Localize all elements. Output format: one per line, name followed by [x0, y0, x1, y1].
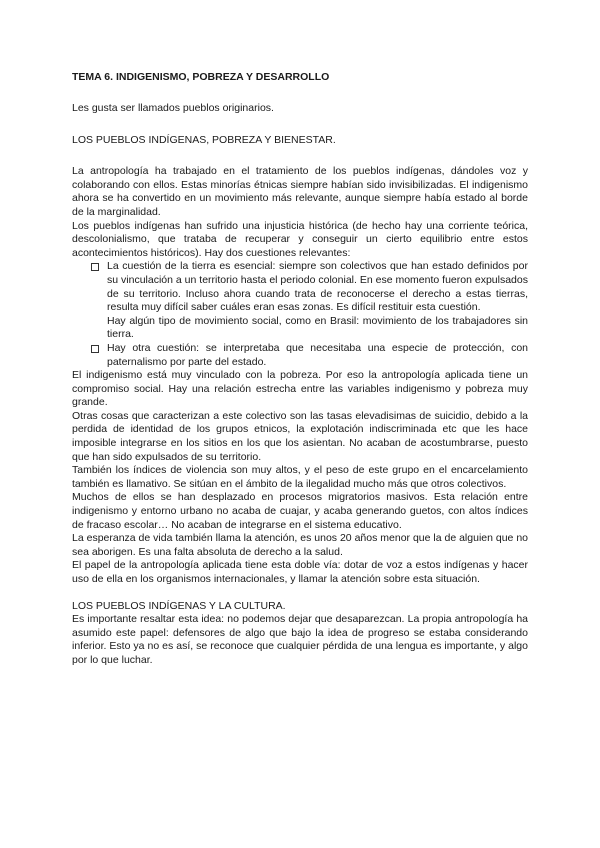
- paragraph: La esperanza de vida también llama la atención, es unos 20 años menor que la de alguien que no sea aborigen. Es una falta absoluta de derecho a la salud.: [72, 532, 528, 558]
- document-page: [72, 70, 528, 668]
- bullet-text: Hay otra cuestión: se interpretaba que necesitaba una especie de protección, con paternalismo por parte del estado.: [107, 341, 528, 368]
- section-heading-pobreza: LOS PUEBLOS INDÍGENAS, POBREZA Y BIENESTAR.: [72, 133, 336, 146]
- bullet-list: [72, 260, 528, 369]
- paragraph: El indigenismo está muy vinculado con la pobreza. Por eso la antropología aplicada tiene un compromiso social. Hay una relación estrecha entre las variables indigenismo y pobreza muy grande.: [72, 369, 528, 409]
- bullet-subtext: Hay algún tipo de movimiento social, como en Brasil: movimiento de los trabajadores sin tierra.: [107, 314, 528, 341]
- bullet-text: La cuestión de la tierra es esencial: siempre son colectivos que han estado definidos por su vinculación a un territorio hasta el periodo colonial. En ese momento fueron expulsados de su territorio. Incluso ahora cuando trata de reconocerse el derecho a estas tierras, resulta muy difícil saber cuáles eran esas zonas. Es difícil restituir esta cuestión.: [107, 260, 528, 314]
- paragraph: El papel de la antropología aplicada tiene esta doble vía: dotar de voz a estos indígenas y hacer uso de ella en los organismos internacionales, y llamar la atención sobre esta situación.: [72, 559, 528, 585]
- document-title: TEMA 6. INDIGENISMO, POBREZA Y DESARROLLO: [72, 71, 330, 83]
- checkbox-bullet-icon: [91, 345, 99, 353]
- paragraph: Muchos de ellos se han desplazado en procesos migratorios masivos. Esta relación entre indigenismo y entorno urbano no acaba de cuajar, y acaba generando guetos, con altos índices de fracaso escolar… No acaban de integrarse en el sistema educativo.: [72, 491, 528, 531]
- intro-note: Les gusta ser llamados pueblos originarios.: [72, 102, 274, 114]
- paragraph: Los pueblos indígenas han sufrido una injusticia histórica (de hecho hay una corriente teórica, descolonialismo, que trataba de recuperar y conseguir un cierto equilibrio entre estos acontecimientos históricos). Hay dos cuestiones relevantes:: [72, 219, 528, 259]
- section-heading-cultura: LOS PUEBLOS INDÍGENAS Y LA CULTURA.: [72, 599, 286, 612]
- paragraph: Otras cosas que caracterizan a este colectivo son las tasas elevadisimas de suicidio, debido a la perdida de identidad de los grupos etnicos, la explotación indiscriminada etc que les hace imposible integrarse en los sitios en los que los asientan. No acaban de acostumbrarse, puesto que han sido expulsados de su territorio.: [72, 409, 528, 463]
- paragraph: Es importante resaltar esta idea: no podemos dejar que desaparezcan. La propia antropología ha asumido este papel: defensores de algo que bajo la idea de progreso se estaba considerando inferior. Esto ya no es así, se reconoce que cualquier pérdida de una lengua es importante, y algo por lo que luchar.: [72, 613, 528, 666]
- bullet-item-tierra: [72, 260, 528, 342]
- bullet-item-proteccion: [72, 342, 528, 369]
- paragraph: La antropología ha trabajado en el tratamiento de los pueblos indígenas, dándoles voz y colaborando con ellos. Estas minorías étnicas siempre habían sido invisibilizadas. El indigenismo ahora se ha convertido en un movimiento más relevante, aunque siempre había estado al borde de la marginalidad.: [72, 165, 528, 218]
- checkbox-bullet-icon: [91, 263, 99, 271]
- paragraph: También los índices de violencia son muy altos, y el peso de este grupo en el encarcelamiento también es llamativo. Se sitúan en el ámbito de la ilegalidad mucho más que otros colectivos.: [72, 464, 528, 490]
